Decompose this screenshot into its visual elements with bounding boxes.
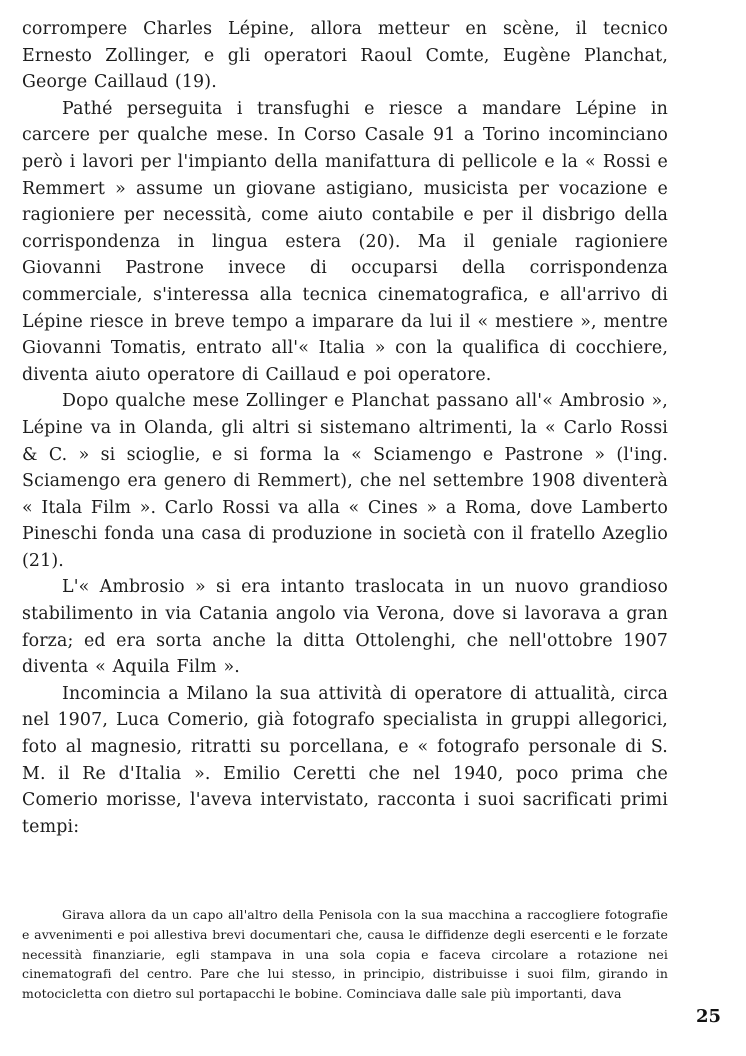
paragraph-5: Incomincia a Milano la sua attività di operatore di attualità, circa nel 1907, Luca Comerio, già fotografo specialista in gruppi allegorici, foto al magnesio, ritratti su porcellana, e « fotografo personale di S. M. il Re d'Italia ». Emilio Ceretti che nel 1940, poco prima che Comerio morisse, l'aveva intervistato, racconta i suoi sacrificati primi tempi: [22,683,668,837]
paragraph-1: corrompere Charles Lépine, allora metteur en scène, il tecnico Ernesto Zollinger, e gli operatori Raoul Comte, Eugène Planchat, George Caillaud (19). [22,19,668,93]
paragraph-3: Dopo qualche mese Zollinger e Planchat passano all'« Ambrosio », Lépine va in Olanda, gli altri si sistemano altrimenti, la « Carlo Rossi & C. » si scioglie, e si forma la « Sciamengo e Pastrone » (l'ing. Sciamengo era genero di Remmert), che nel settembre 1908 diventerà « Itala Film ». Carlo Rossi va alla « Cines » a Roma, dove Lamberto Pineschi fonda una casa di produzione in società con il fratello Azeglio (21). [22,391,668,571]
quote-text: Girava allora da un capo all'altro della Penisola con la sua macchina a raccogliere fotografie e avvenimenti e poi allestiva brevi documentari che, causa le diffidenze degli esercenti e le forzate necessità finanziarie, egli stampava in una sola copia e faceva circolare a rotazione nei cinematografi del centro. Pare che lui stesso, in principio, distribuisse i suoi film, girando in motocicletta con dietro sul portapacchi le bobine. Cominciava dalle sale più importanti, dava [22,907,668,1002]
paragraph-2: Pathé perseguita i transfughi e riesce a mandare Lépine in carcere per qualche mese. In Corso Casale 91 a Torino incominciano però i lavori per l'impianto della manifattura di pellicole e la « Rossi e Remmert » assume un giovane astigiano, musicista per vocazione e ragioniere per necessità, come aiuto contabile e per il disbrigo della corrispondenza in lingua estera (20). Ma il geniale ragioniere Giovanni Pastrone invece di occuparsi della corrispondenza commerciale, s'interessa alla tecnica cinematografica, e all'arrivo di Lépine riesce in breve tempo a imparare da lui il « mestiere », mentre Giovanni Tomatis, entrato all'« Italia » con la qualifica di cocchiere, diventa aiuto operatore di Caillaud e poi operatore. [22,98,668,385]
block-quote [22,905,668,1004]
page-number: 25 [696,1006,722,1027]
paragraph-4: L'« Ambrosio » si era intanto traslocata in un nuovo grandioso stabilimento in via Catania angolo via Verona, dove si lavorava a gran forza; ed era sorta anche la ditta Ottolenghi, che nell'ottobre 1907 diventa « Aquila Film ». [22,577,668,678]
main-text [22,16,668,840]
